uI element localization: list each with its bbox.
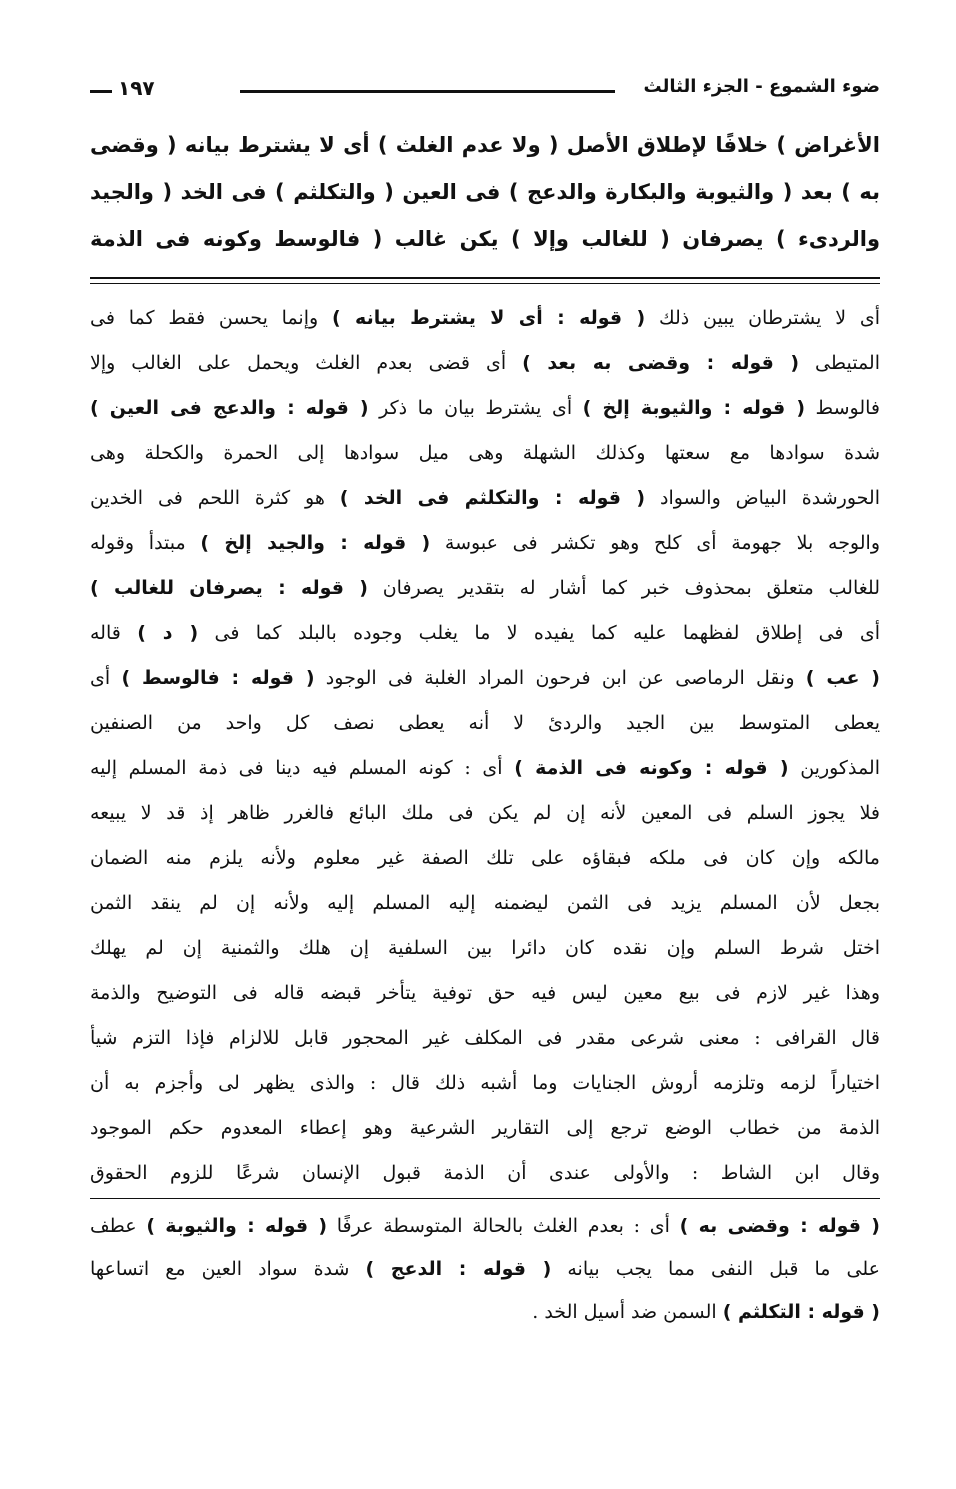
bold-citation: ( قوله : التكلثم ) [722, 1301, 880, 1323]
text-run: شدة سوادها مع سعتها وكذلك الشهلة وهى ميل سوادها إلى الحمرة والكحلة وهى [90, 442, 880, 464]
sharh-line [90, 1016, 880, 1061]
bold-citation: ( د ) [137, 622, 199, 644]
text-run: فلا يجوز السلم فى المعين لأنه إن لم يكن فى ملك البائع فالغرر ظاهر إذ قد لا يبيعه [90, 802, 880, 824]
sharh-line [90, 881, 880, 926]
text-run: المذكورين [788, 757, 881, 779]
text-run: مالكه وإن كان فى ملكه فبقاؤه على تلك الصفة غير معلوم ولأنه يلزم منه الضمان [90, 847, 880, 869]
sharh-line [90, 1106, 880, 1151]
text-run: مبتدأ وقوله [90, 532, 201, 554]
sharh-line [90, 1151, 880, 1196]
text-run: بجعل لأن المسلم يزيد فى الثمن ليضمنه إليه المسلم إليه ولأنه إن لم ينقد الثمن [90, 892, 880, 914]
sharh-line [90, 791, 880, 836]
text-run: على ما قبل النفى مما يجب بيانه [551, 1258, 880, 1280]
hashiya-text [90, 1205, 880, 1334]
matn-line: والردىء ) يصرفان ( للغالب وإلا ) يكن غالب ( فالوسط وكونه فى الذمة [90, 227, 880, 251]
bold-citation: ( قوله : والثيوبة إلخ ) [582, 397, 806, 419]
text-run: ونقل الرماصى عن ابن فرحون المراد الغلبة فى الوجود [314, 667, 806, 689]
sharh-line [90, 521, 880, 566]
sharh-line [90, 836, 880, 881]
sharh-line [90, 566, 880, 611]
sharh-line [90, 386, 880, 431]
sharh-line [90, 926, 880, 971]
matn-text [90, 122, 880, 263]
bold-citation: ( قوله : والدعج فى العين ) [90, 397, 369, 419]
text-run: للغالب متعلق بمحذوف خبر كما أشار له بتقدير يصرفان [367, 577, 880, 599]
text-run: الذمة من خطاب الوضع ترجع إلى التقارير الشرعية وهو إعطاء المعدوم حكم الموجود [90, 1117, 880, 1139]
matn-line: الأغراض ) خلافًا لإطلاق الأصل ( ولا عدم الغلث ) أى لا يشترط بيانه ( وقضى [90, 133, 880, 157]
text-run: أى يشترط بيان ما ذكر [368, 397, 583, 419]
text-run: أى : كونه المسلم فيه دينا فى ذمة المسلم إليه [90, 757, 515, 779]
text-run: يعطى المتوسط بين الجيد والردئ لا أنه يعطى نصف كل واحد من الصنفين [90, 712, 880, 734]
text-run: هو كثرة اللحم فى الخدين [90, 487, 340, 509]
matn-divider [90, 277, 880, 284]
text-run: شدة سواد العين مع اتساعها [90, 1258, 366, 1280]
text-run: وهذا غير لازم فى بيع معين ليس فيه حق توفية يتأخر قبضه قاله فى التوضيح والذمة [90, 982, 880, 1004]
matn-line: به ) بعد ( والثيوبة والبكارة والدعج ) فى العين ( والتكلثم ) فى الخد ( والجيد [90, 180, 880, 204]
text-run: السمن ضد أسيل الخد . [532, 1301, 723, 1323]
sharh-line [90, 656, 880, 701]
text-run: قال القرافى : معنى شرعى مقدر فى المكلف غير المحجور قابل للالزام فإذا التزم شيأ [90, 1027, 880, 1049]
bold-citation: ( قوله : والتكلثم فى الخد ) [339, 487, 646, 509]
sharh-line [90, 971, 880, 1016]
bold-citation: ( قوله : الدعج ) [365, 1258, 552, 1280]
text-run: أى قضى بعدم الغلث ويحمل على الغالب وإلا [90, 352, 523, 374]
sharh-line [90, 431, 880, 476]
text-run: عطف [90, 1215, 147, 1237]
sharh-line [90, 341, 880, 386]
bold-citation: ( قوله : والثيوبة ) [146, 1215, 328, 1237]
header-title: ضوء الشموع - الجزء الثالث [643, 76, 880, 97]
bold-citation: ( قوله : يصرفان للغالب ) [90, 577, 368, 599]
sharh-line [90, 296, 880, 341]
bold-citation: ( عب ) [805, 667, 880, 689]
sharh-line [90, 746, 880, 791]
text-run: فالوسط [805, 397, 880, 419]
header-rule [240, 90, 615, 93]
text-run: أى : بعدم الغلث بالحالة المتوسطة عرفًا [327, 1215, 680, 1237]
bold-citation: ( قوله : فالوسط ) [121, 667, 315, 689]
hashiya-line [90, 1291, 880, 1334]
text-run: قاله [90, 622, 138, 644]
sharh-line [90, 1061, 880, 1106]
bold-citation: ( قوله : أى لا يشترط بيانه ) [331, 307, 646, 329]
running-header [90, 70, 880, 110]
text-run: وقال ابن الشاط : والأولى عندى أن الذمة قبول الإنسان شرعًا للزوم الحقوق [90, 1162, 880, 1184]
sharh-line [90, 611, 880, 656]
text-run: اختياراً لزمه وتلزمه أروش الجنايات وما أشبه ذلك قال : والذى يظهر لى وأجزم به أن [90, 1072, 880, 1094]
text-run: اختل شرط السلم وإن نقده كان دائرا بين السلفية إن هلك والثمنية إن لم يهلك [90, 937, 880, 959]
hashiya-line [90, 1205, 880, 1248]
bold-citation: ( قوله : والجيد إلخ ) [200, 532, 431, 554]
text-run: أى فى إطلاق لفظهما عليه كما يفيده لا ما يغلب وجوده بالبلد كما فى [198, 622, 880, 644]
header-dash [90, 90, 112, 93]
sharh-line [90, 476, 880, 521]
bold-citation: ( قوله : وقضى به بعد ) [522, 352, 800, 374]
text-run: أى لا يشترطان يبين ذلك [645, 307, 880, 329]
bold-citation: ( قوله : وقضى به ) [679, 1215, 880, 1237]
footnote-divider [90, 1198, 880, 1199]
text-run: الحورشدة البياض والسواد [645, 487, 880, 509]
text-run: المتيطى [799, 352, 880, 374]
sharh-text [90, 296, 880, 1196]
text-run: والوجه بلا جهومة أى كلح وهو تكشر فى عبوسة [430, 532, 880, 554]
page [90, 70, 880, 1334]
bold-citation: ( قوله : وكونه فى الذمة ) [514, 757, 789, 779]
sharh-line [90, 701, 880, 746]
hashiya-line [90, 1248, 880, 1291]
page-number: ١٩٧ [118, 76, 155, 100]
text-run: أى [90, 667, 122, 689]
text-run: وإنما يحسن فقط كما فى [90, 307, 332, 329]
